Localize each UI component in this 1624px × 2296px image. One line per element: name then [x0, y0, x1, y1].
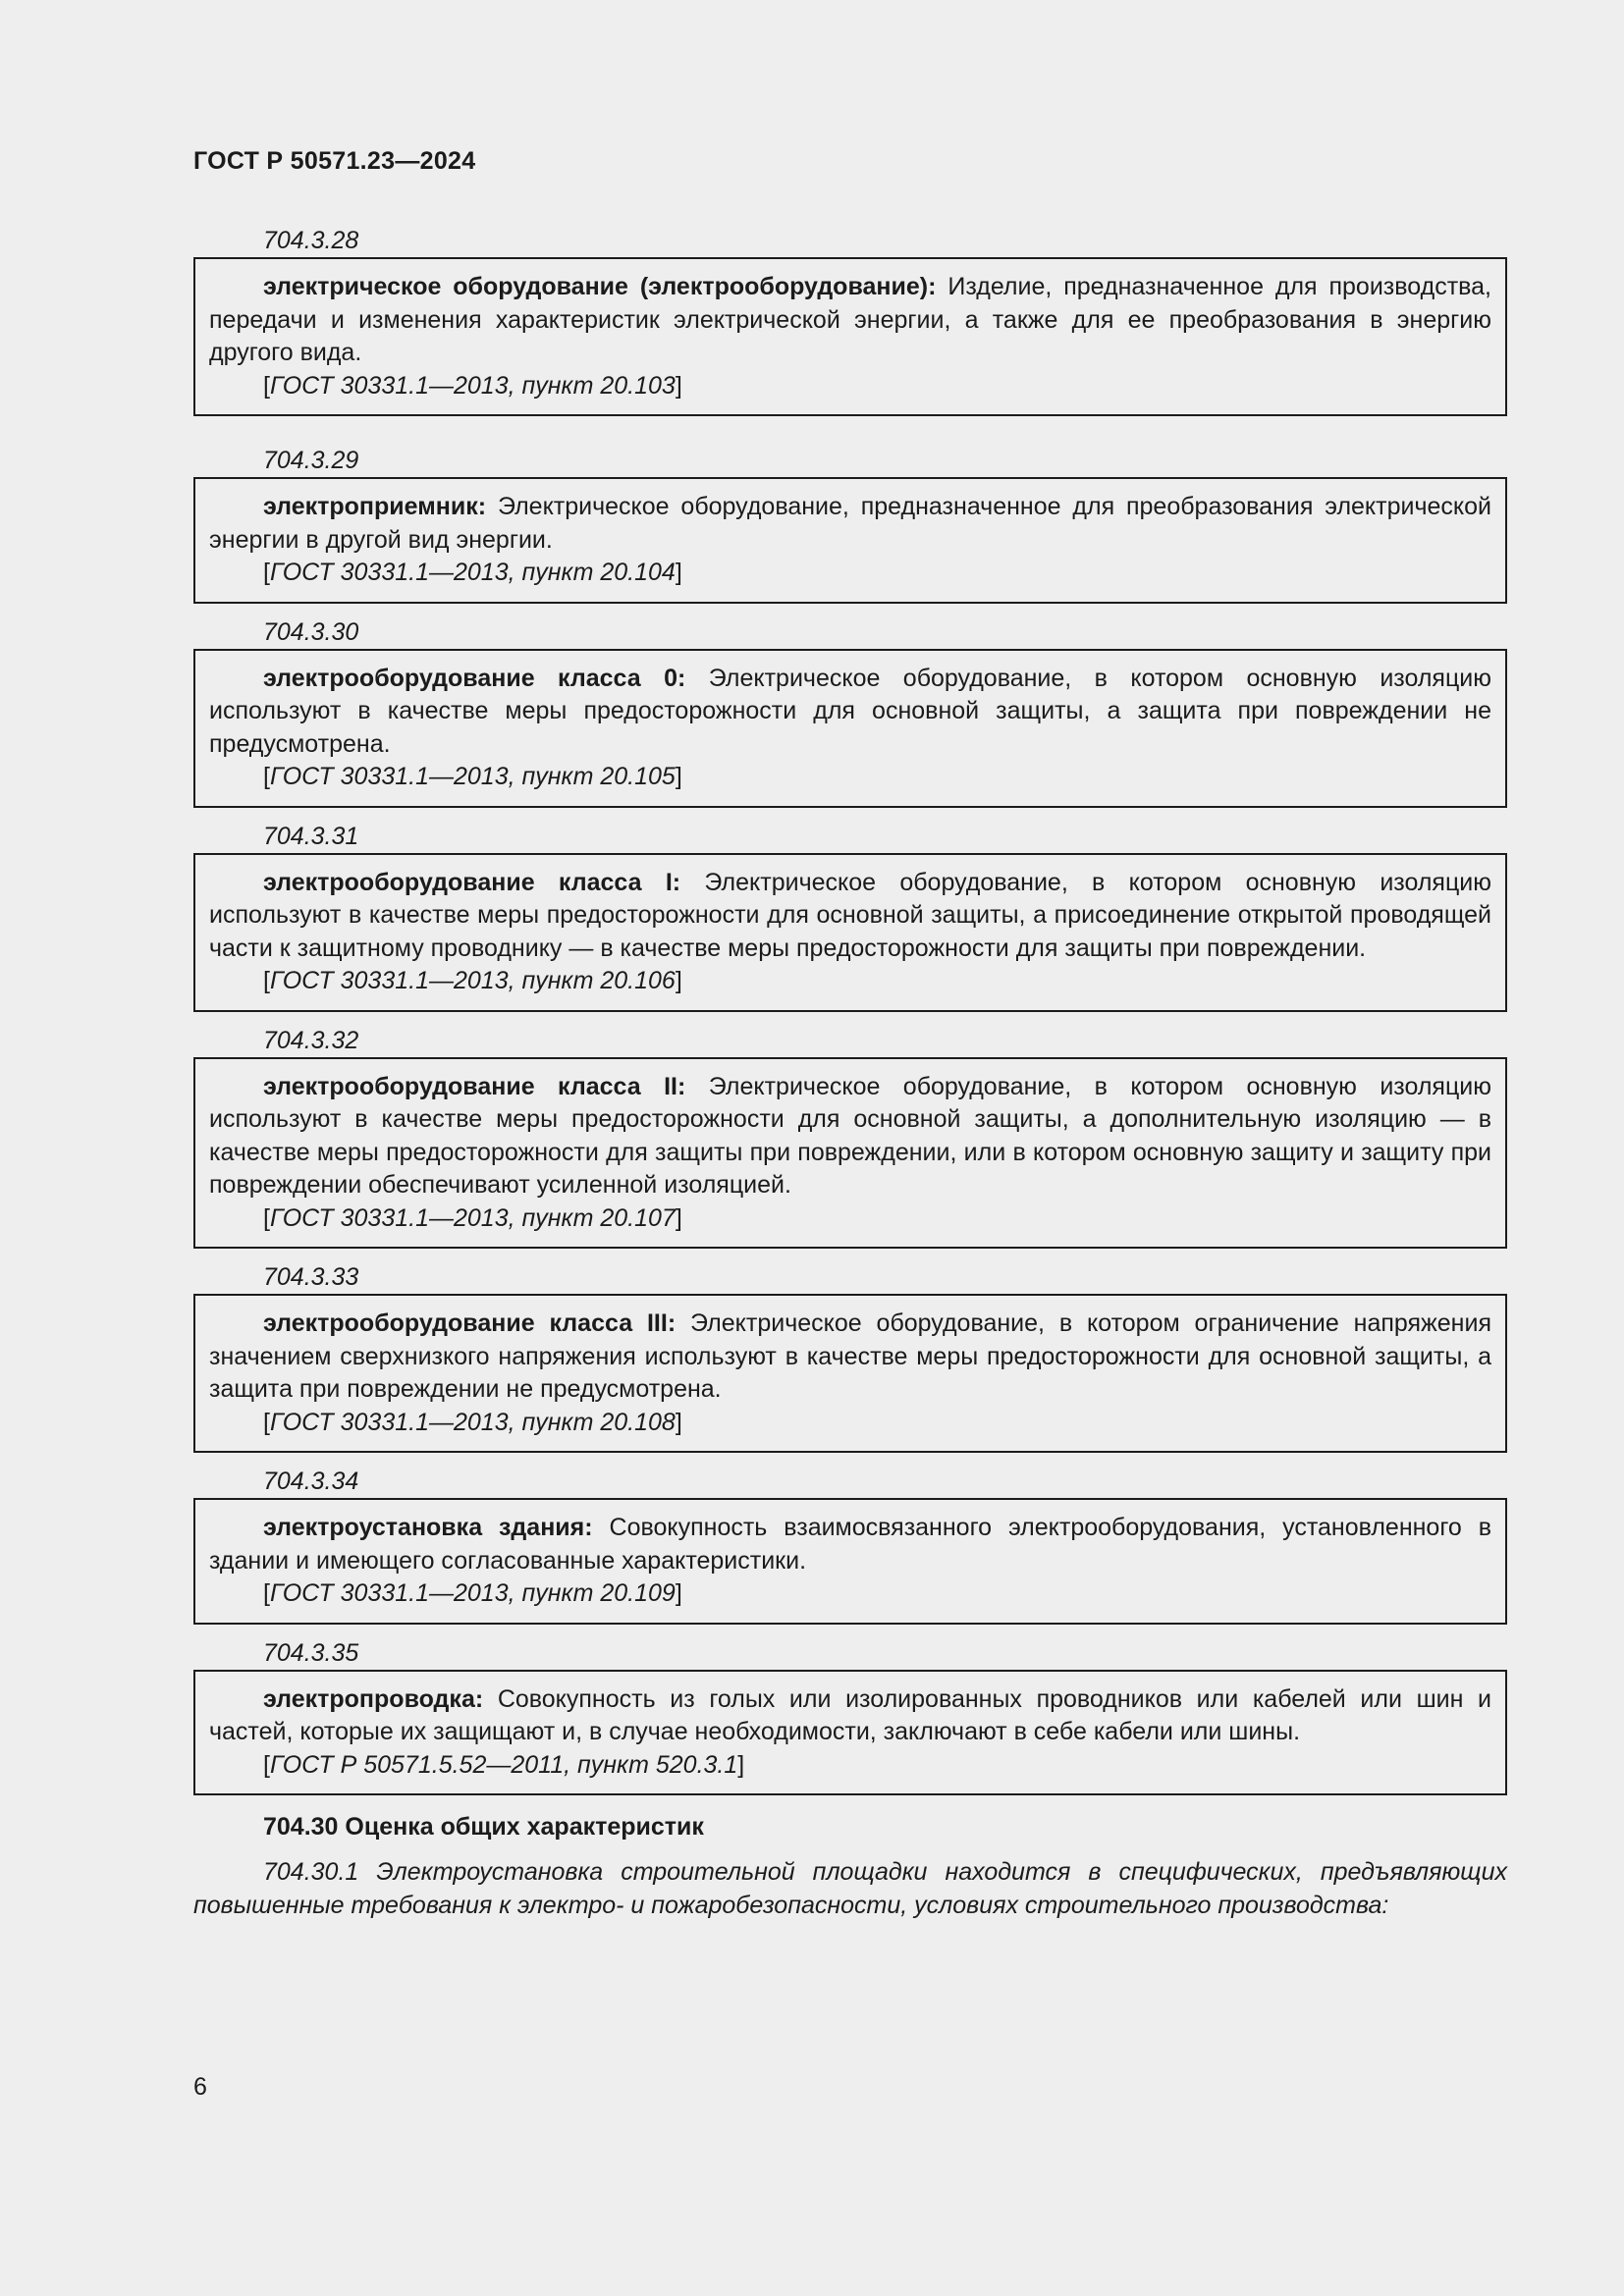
term-source: [ГОСТ 30331.1—2013, пункт 20.109]: [263, 1579, 682, 1607]
term-text: [209, 271, 1491, 370]
term-title: электрическое оборудование (электрооборудование):: [263, 273, 937, 300]
term-number: 704.3.29: [263, 447, 359, 474]
term-number: 704.3.33: [263, 1263, 359, 1291]
term-entry: [193, 1636, 1507, 1796]
term-source: [ГОСТ Р 50571.5.52—2011, пункт 520.3.1]: [263, 1750, 745, 1779]
term-text: [209, 867, 1491, 966]
term-entry: [193, 1465, 1507, 1625]
term-number: 704.3.35: [263, 1638, 359, 1667]
term-source-ref: ГОСТ 30331.1—2013, пункт 20.107: [269, 1203, 676, 1232]
term-text: [209, 1308, 1491, 1407]
term-source-ref: ГОСТ 30331.1—2013, пункт 20.103: [269, 371, 676, 400]
term-definition-box: [193, 257, 1507, 416]
term-source: [ГОСТ 30331.1—2013, пункт 20.103]: [263, 371, 682, 400]
term-definition: Электрическое оборудование, в котором основную изоляцию используют в качестве меры предосторожности для основной защиты, а присоединение открытой проводящей части к защитному проводнику — в качестве меры предосторожности для защиты при повреждении.: [209, 868, 1491, 962]
term-source-ref: ГОСТ 30331.1—2013, пункт 20.104: [269, 559, 676, 586]
term-source: [ГОСТ 30331.1—2013, пункт 20.108]: [263, 1408, 682, 1436]
term-number: 704.3.32: [263, 1026, 359, 1054]
term-title: электропроводка:: [263, 1684, 484, 1713]
document-header: ГОСТ Р 50571.23—2024: [193, 147, 476, 175]
term-source: [ГОСТ 30331.1—2013, пункт 20.105]: [263, 763, 682, 790]
term-source: [ГОСТ 30331.1—2013, пункт 20.104]: [263, 559, 682, 586]
term-title: электрооборудование класса I:: [263, 868, 681, 896]
section-heading: 704.30 Оценка общих характеристик: [263, 1813, 704, 1841]
term-text: [209, 491, 1491, 557]
term-definition-box: [193, 477, 1507, 604]
term-text: [209, 1071, 1491, 1202]
term-definition: Электрическое оборудование, в котором основную изоляцию используют в качестве меры предосторожности для основной защиты, а защита при повреждении не предусмотрена.: [209, 664, 1491, 758]
term-source-ref: ГОСТ 30331.1—2013, пункт 20.106: [269, 967, 676, 994]
term-source-ref: ГОСТ 30331.1—2013, пункт 20.109: [269, 1579, 676, 1607]
term-text: [209, 1683, 1491, 1749]
term-entry: [193, 224, 1507, 416]
content-column: [193, 224, 1507, 1922]
term-definition: Электрическое оборудование, в котором основную изоляцию используют в качестве меры предосторожности для основной защиты, а дополнительную изоляцию — в качестве меры предосторожности для защиты при повреждении, или в котором основную защиту и защиту при повреждении обеспечивают усиленной изоляцией.: [209, 1072, 1492, 1199]
term-entry: [193, 820, 1507, 1012]
term-definition-box: [193, 649, 1507, 808]
term-title: электрооборудование класса 0:: [263, 664, 686, 692]
page-number: 6: [193, 2073, 207, 2101]
term-text: [209, 663, 1491, 762]
term-source: [ГОСТ 30331.1—2013, пункт 20.107]: [263, 1203, 682, 1232]
term-definition-box: [193, 1670, 1507, 1796]
term-number: 704.3.30: [263, 617, 359, 646]
term-definition-box: [193, 1498, 1507, 1625]
term-definition: Электрическое оборудование, предназначенное для преобразования электрической энергии в другой вид энергии.: [209, 493, 1491, 554]
term-definition: Совокупность из голых или изолированных проводников или кабелей или шин и частей, которые их защищают и, в случае необходимости, заключают в себе кабели или шины.: [209, 1684, 1491, 1745]
term-text: [209, 1512, 1491, 1577]
term-entry: [193, 1260, 1507, 1453]
term-number: 704.3.31: [263, 822, 359, 850]
term-definition: Электрическое оборудование, в котором ограничение напряжения значением сверхнизкого напряжения используют в качестве меры предосторожности для основной защиты, а защита при повреждении не предусмотрена.: [209, 1309, 1491, 1403]
term-number: 704.3.34: [263, 1468, 359, 1495]
term-entry: [193, 615, 1507, 808]
term-definition: Совокупность взаимосвязанного электрооборудования, установленного в здании и имеющего согласованные характеристики.: [209, 1514, 1491, 1575]
term-source-ref: ГОСТ 30331.1—2013, пункт 20.105: [269, 763, 676, 790]
section-paragraph: 704.30.1 Электроустановка строительной площадки находится в специфических, предъявляющих повышенные требования к электро- и пожаробезопасности, условиях строительного производства:: [193, 1858, 1507, 1919]
term-entry: [193, 444, 1507, 604]
term-source-ref: ГОСТ Р 50571.5.52—2011, пункт 520.3.1: [269, 1750, 738, 1779]
term-entry: [193, 1024, 1507, 1250]
term-definition-box: [193, 1294, 1507, 1453]
term-number: 704.3.28: [263, 227, 359, 254]
term-definition-box: [193, 1057, 1507, 1250]
term-title: электроприемник:: [263, 493, 487, 520]
term-definition: Изделие, предназначенное для производства, передачи и изменения характеристик электрической энергии, а также для ее преобразования в энергию другого вида.: [209, 273, 1492, 366]
term-definition-box: [193, 853, 1507, 1012]
term-source: [ГОСТ 30331.1—2013, пункт 20.106]: [263, 967, 682, 994]
term-title: электрооборудование класса II:: [263, 1072, 686, 1100]
term-title: электроустановка здания:: [263, 1514, 593, 1541]
term-title: электрооборудование класса III:: [263, 1309, 677, 1337]
term-source-ref: ГОСТ 30331.1—2013, пункт 20.108: [269, 1408, 676, 1436]
